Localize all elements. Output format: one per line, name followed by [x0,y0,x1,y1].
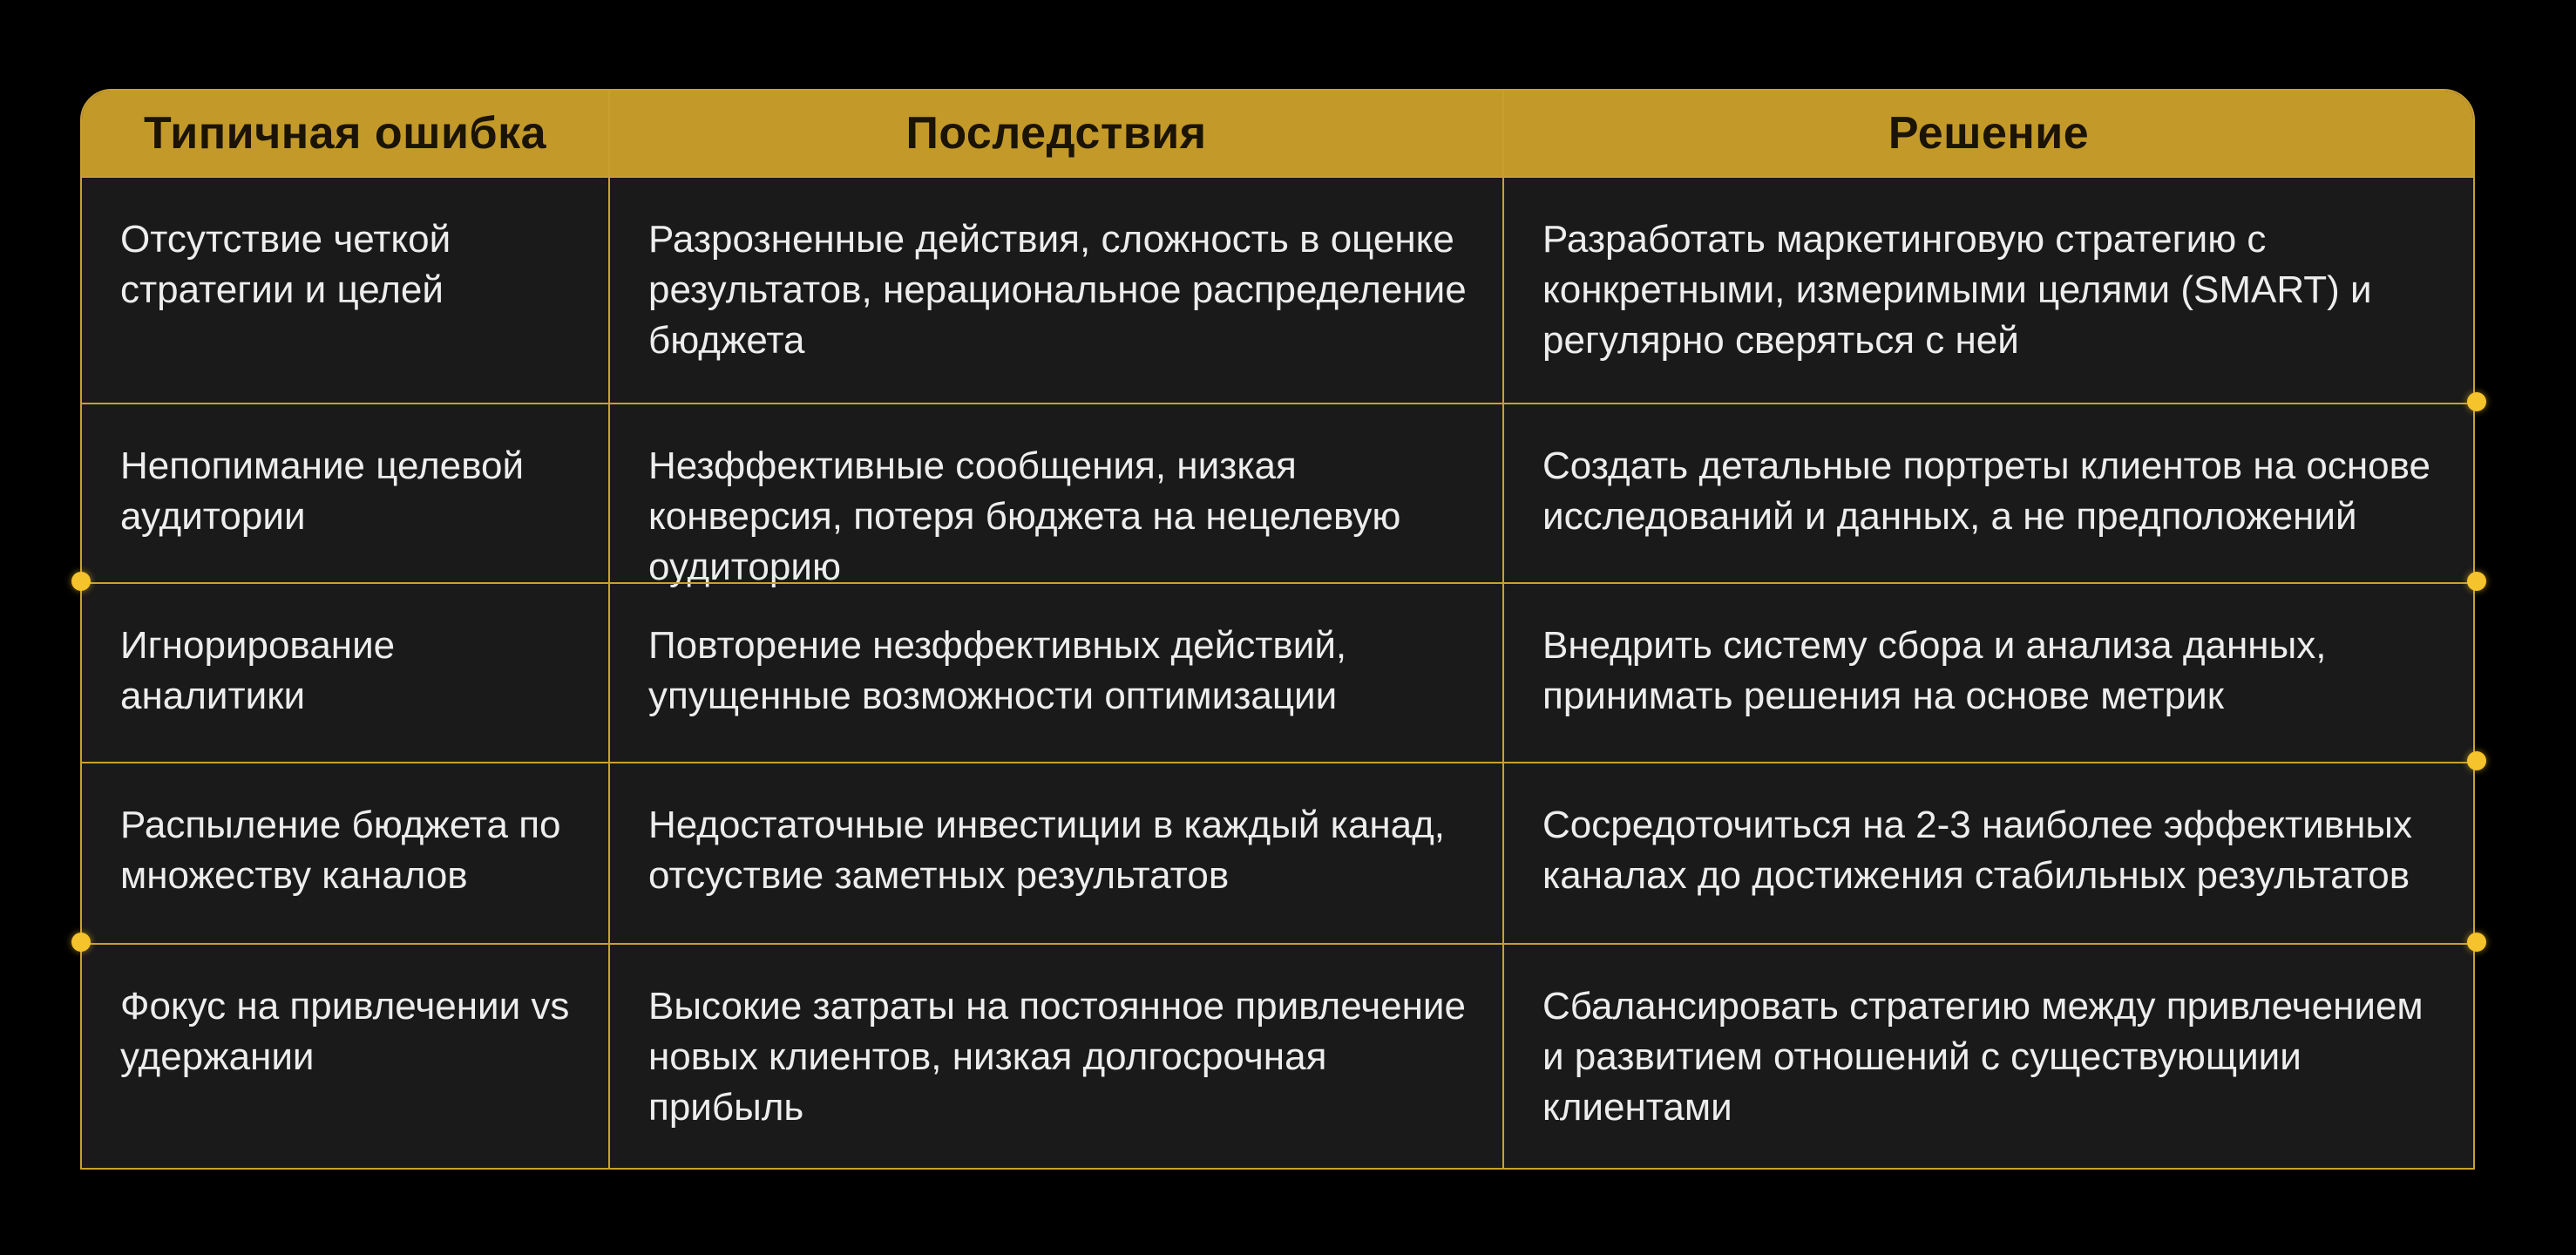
cell-mistake: Распыление бюджета по множеству каналов [120,804,561,897]
decorative-dot [2467,572,2486,591]
cell-solution: Сбалансировать стратегию между привлечением и развитием отношений с существующиии клиентами [1502,945,2473,1170]
decorative-dot [2467,392,2486,411]
decorative-dot [2467,751,2486,770]
table-row [82,403,2473,588]
cell-solution: Внедрить систему сбора и анализа данных, принимать решения на основе метрик [1502,584,2473,762]
cell-consequence: Повторение незффективных действий, упущенные возможности оптимизации [608,584,1502,762]
cell-consequence: Недостаточные инвестиции в каждый канад, отсуствие заметных результатов [608,763,1502,943]
cell-solution: Сосредоточиться на 2-3 наиболее эффективных каналах до достижения стабильных результатов [1502,763,2473,943]
header-mistake: Типичная ошибка [143,108,547,159]
comparison-table [80,89,2475,1170]
table-row [82,943,2473,1170]
header-solution: Решение [1502,91,2473,176]
cell-mistake: Фокус на привлечении vs удержании [120,985,570,1078]
table-row [82,176,2473,403]
table-row [82,762,2473,943]
cell-consequence: Разрозненные действия, сложность в оценке результатов, нерациональное распределение бюджета [608,178,1502,403]
table-row [82,582,2473,762]
cell-solution: Создать детальные портреты клиентов на основе исследований и данных, а не предположений [1502,404,2473,582]
cell-mistake: Игнорирование аналитики [120,624,396,717]
decorative-dot [71,572,91,591]
cell-solution: Разработать маркетинговую стратегию с конкретными, измеримыми целями (SMART) и регулярно сверяться с ней [1502,178,2473,403]
decorative-dot [2467,933,2486,952]
cell-consequence: Высокие затраты на постоянное привлечение новых клиентов, низкая долгосрочная прибыль [608,945,1502,1170]
cell-mistake: Непопимание целевой аудитории [120,444,525,538]
header-consequence: Последствия [608,91,1502,176]
decorative-dot [71,933,91,952]
cell-consequence: Незффективные сообщения, низкая конверсия, потеря бюджета на нецелевую оудиторию [608,404,1502,582]
cell-mistake: Отсутствие четкой стратегии и целей [120,218,451,311]
table-header-row [82,91,2473,176]
